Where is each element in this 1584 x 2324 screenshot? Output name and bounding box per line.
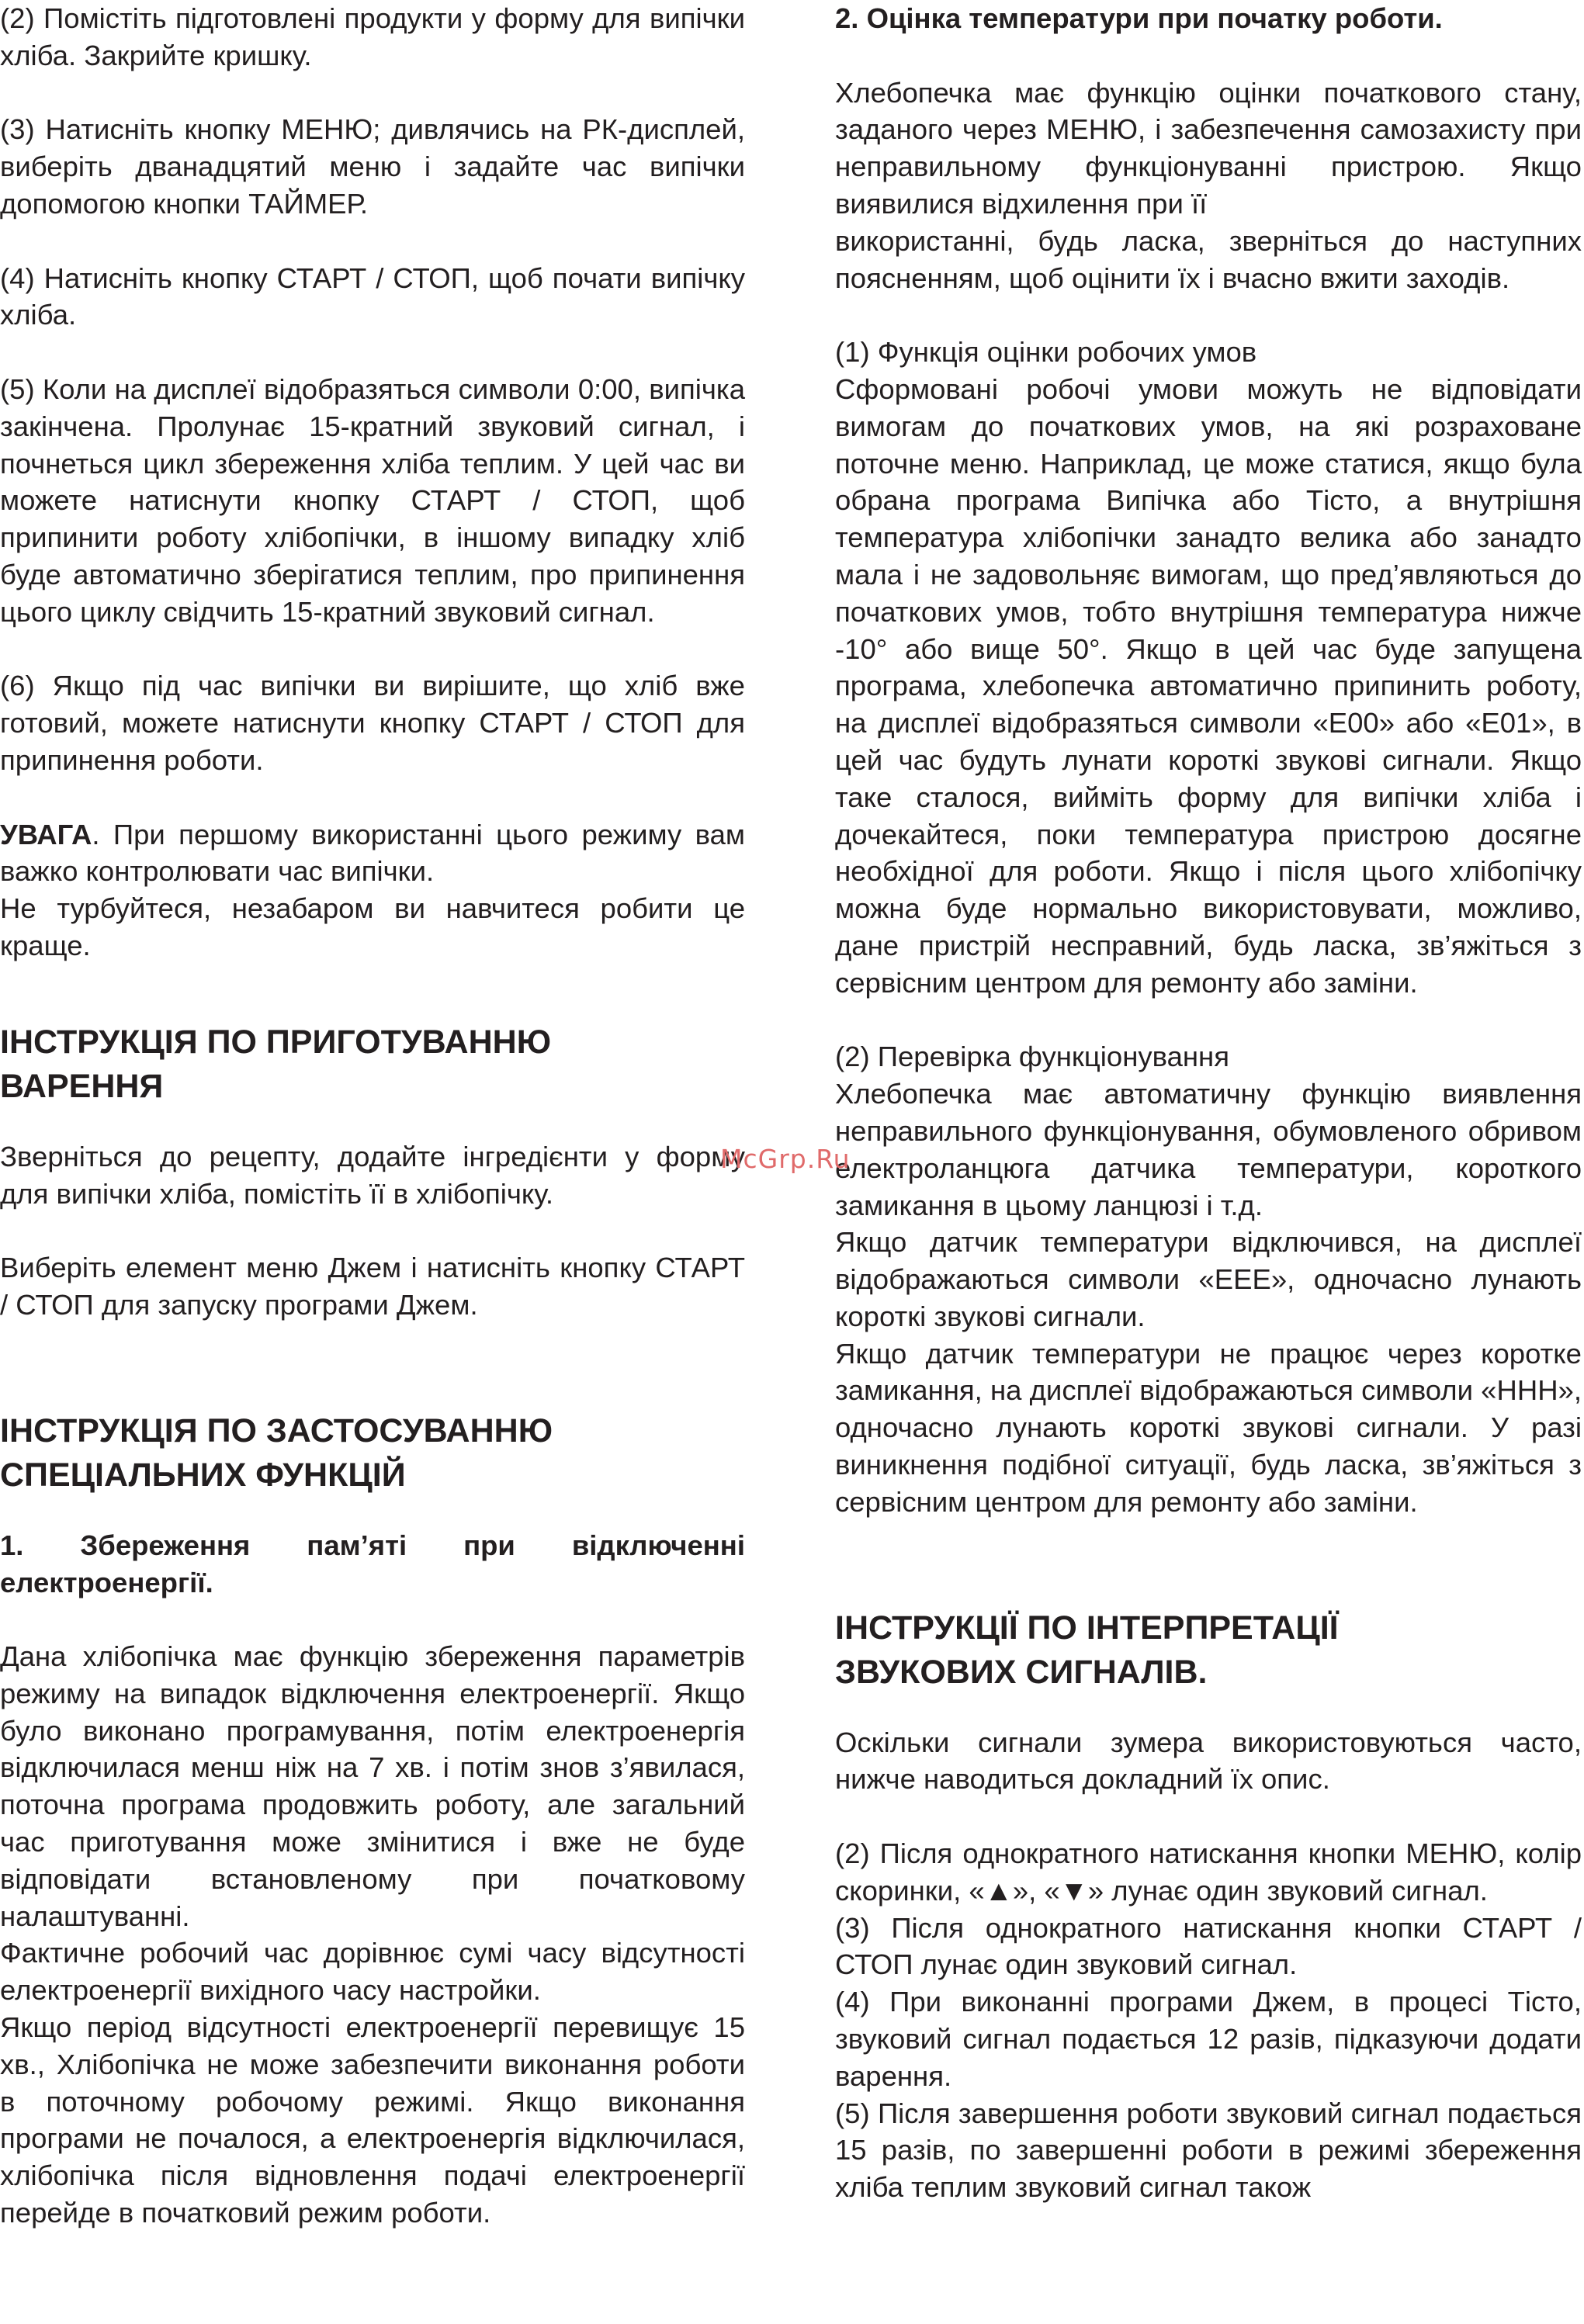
function-2-text-2: Якщо датчик температури відключився, на дисплеї відображаються символи «EEE», одночасно лунають короткі звукові сигнали. xyxy=(835,1226,1582,1332)
function-2-text-3: Якщо датчик температури не працює через коротке замикання, на дисплеї відображаються символи «HHH», одночасно лунають короткі звукові сигнали. У разі виникнення подібної ситуації, будь ласка, зв’яжіться з сервісним центром для ремонту або заміни. xyxy=(835,1337,1582,1518)
left-column xyxy=(0,0,745,2232)
jam-paragraph-1: Зверніться до рецепту, додайте інгредієнти у форму для випічки хліба, помістіть її в хлібопічку. xyxy=(0,1140,745,1210)
heading-sound-1: ІНСТРУКЦІЇ ПО ІНТЕРПРЕТАЦІЇ xyxy=(835,1609,1339,1647)
jam-paragraph-2: Виберіть елемент меню Джем і натисніть кнопку СТАРТ / СТОП для запуску програми Джем. xyxy=(0,1252,745,1321)
sound-item-4: (4) При виконанні програми Джем, в процесі Тісто, звуковий сигнал подається 12 разів, підказуючи додати варення. xyxy=(835,1986,1582,2092)
memory-paragraph-2: Фактичне робочий час дорівнює сумі часу відсутності електроенергії вихідного часу настройки. xyxy=(0,1937,745,2007)
right-column xyxy=(835,0,1582,2206)
memory-paragraph-3: Якщо період відсутності електроенергії перевищує 15 хв., Хлібопічка не може забезпечити виконання роботи в поточному робочому режимі. Якщо виконання програми не почалося, а електроенергія відключилася, хлібопічка після відновлення подачі електроенергії перейде в початковий режим роботи. xyxy=(0,2011,745,2229)
step-6: (6) Якщо під час випічки ви вирішите, що хліб вже готовий, можете натиснути кнопку СТАРТ / СТОП для припинення роботи. xyxy=(0,670,745,776)
sound-item-5: (5) Після завершення роботи звуковий сигнал подається 15 разів, по завершенні роботи в режимі збереження хліба теплим звуковий сигнал також xyxy=(835,2097,1582,2204)
temperature-paragraph-1a: Хлебопечка має функцію оцінки початкового стану, заданого через МЕНЮ, і забезпечення самозахисту при неправильному функціонуванні пристрою. Якщо виявилися відхилення при її xyxy=(835,76,1582,220)
sound-item-2: (2) Після однократного натискання кнопки МЕНЮ, колір скоринки, «▲», «▼» лунає один звуковий сигнал. xyxy=(835,1837,1582,1907)
sound-item-3: (3) Після однократного натискання кнопки СТАРТ / СТОП лунає один звуковий сигнал. xyxy=(835,1911,1582,1981)
function-1-title: (1) Функція оцінки робочих умов xyxy=(835,336,1257,369)
function-1-text: Сформовані робочі умови можуть не відповідати вимогам до початкових умов, на які розраховане поточне меню. Наприклад, це може статися, якщо була обрана програма Випічка або Тісто, а внутрішня температура хлібопічки занадто велика або занадто мала і не задовольняє вимогам, що пред’являються до початкових умов, тобто внутрішня температура нижче -10° або вище 50°. Якщо в цей час буде запущена програма, хлебопечка автоматично припинить роботу, на дисплеї відобразяться символи «E00» або «E01», в цей час будуть лунати короткі звукові сигнали. Якщо таке сталося, вийміть форму для випічки хліба і дочекайтеся, поки температура пристрою досягне необхідної для роботи. Якщо і після цього хлібопічку можна буде нормально використовувати, можливо, дане пристрій несправний, будь ласка, зв’яжіться з сервісним центром для ремонту або заміни. xyxy=(835,372,1582,999)
step-3: (3) Натисніть кнопку МЕНЮ; дивлячись на РК-дисплей, виберіть дванадцятий меню і задайте час випічки допомогою кнопки ТАЙМЕР. xyxy=(0,113,745,220)
step-5: (5) Коли на дисплеї відобразяться символи 0:00, випічка закінчена. Пролунає 15-кратний звуковий сигнал, і почнеться цикл збереження хліба теплим. У цей час ви можете натиснути кнопку СТАРТ / СТОП, щоб припинити роботу хлібопічки, в іншому випадку хліб буде автоматично зберігатися теплим, про припинення цього циклу свідчить 15-кратний звуковий сигнал. xyxy=(0,372,745,628)
step-4: (4) Натисніть кнопку СТАРТ / СТОП, щоб почати випічку хліба. xyxy=(0,261,745,331)
sound-intro: Оскільки сигнали зумера використовуються часто, нижче наводиться докладний їх опис. xyxy=(835,1726,1582,1796)
function-2-text: Хлебопечка має автоматичну функцію виявлення неправильного функціонування, обумовленого обривом електроланцюга датчика температури, короткого замикання в цьому ланцюзі і т.д. xyxy=(835,1078,1582,1221)
attention-text: . При першому використанні цього режиму вам важко контролювати час випічки. xyxy=(0,818,745,888)
subheading-memory: 1. Збереження пам’яті при відключенні електроенергії. xyxy=(0,1529,745,1598)
function-2-title: (2) Перевірка функціонування xyxy=(835,1041,1229,1073)
attention-label: УВАГА xyxy=(0,818,92,850)
subheading-temperature: 2. Оцінка температури при початку роботи. xyxy=(835,2,1443,34)
memory-paragraph-1: Дана хлібопічка має функцію збереження параметрів режиму на випадок відключення електроенергії. Якщо було виконано програмування, потім електроенергія відключилася менш ніж на 7 хв. і потім знов з’явилася, поточна програма продовжить роботу, але загальний час приготування може змінитися і вже не буде відповідати встановленому при початковому налаштуванні. xyxy=(0,1640,745,1932)
heading-jam-1: ІНСТРУКЦІЯ ПО ПРИГОТУВАННЮ xyxy=(0,1023,552,1061)
heading-sound-2: ЗВУКОВИХ СИГНАЛІВ. xyxy=(835,1653,1208,1691)
attention-note xyxy=(0,816,745,891)
attention-note-2: Не турбуйтеся, незабаром ви навчитеся робити це краще. xyxy=(0,892,745,961)
temperature-paragraph-1b: використанні, будь ласка, зверніться до наступних поясненням, щоб оцінити їх і вчасно вжити заходів. xyxy=(835,224,1582,294)
heading-special-1: ІНСТРУКЦІЯ ПО ЗАСТОСУВАННЮ xyxy=(0,1411,553,1449)
step-2: (2) Помістіть підготовлені продукти у форму для випічки хліба. Закрийте кришку. xyxy=(0,2,745,71)
watermark: McGrp.Ru xyxy=(720,1144,851,1174)
heading-jam-2: ВАРЕННЯ xyxy=(0,1067,164,1105)
heading-special-2: СПЕЦІАЛЬНИХ ФУНКЦІЙ xyxy=(0,1456,406,1494)
